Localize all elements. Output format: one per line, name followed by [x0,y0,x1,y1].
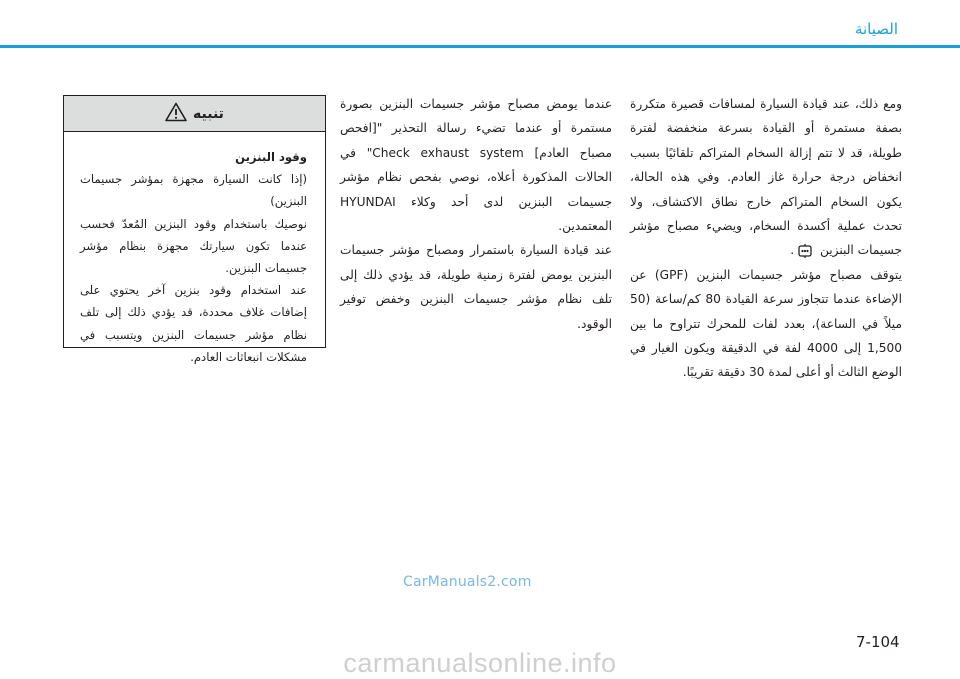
paragraph-tail: . [790,243,795,258]
body-paragraph: عندما يومض مصباح مؤشر جسيمات البنزين بصورة مستمرة أو عندما تضيء رسالة التحذير "[افحص مصباح العادم] Check exhaust system" في الحالات المذكورة أعلاه، نوصي بفحص نظام مؤشر جسيمات البنزين لدى أحد وكلاء HYUNDAI المعتمدين. [340,97,612,234]
warning-triangle-icon [165,102,187,126]
caution-body [64,132,325,378]
body-paragraph: يتوقف مصباح مؤشر جسيمات البنزين (GPF) عن الإضاءة عندما تتجاوز سرعة القيادة 80 كم/ساعة (50 ميلاً في الساعة)، بعدد لفات للمحرك تتراوح ما بين 1,500 إلى 4000 لفة في الدقيقة ويكون الغيار في الوضع الثالث أو أعلى لمدة 30 دقيقة تقريبًا. [630,267,903,380]
middle-text-column [340,92,612,336]
header-divider [0,45,960,48]
body-paragraph: عند قيادة السيارة باستمرار ومصباح مؤشر جسيمات البنزين يومض لفترة زمنية طويلة، قد يؤدي ذلك إلى تلف نظام مؤشر جسيمات البنزين وخفض توفير الوقود. [340,243,612,331]
gpf-indicator-icon [797,243,813,259]
caution-paragraph: (إذا كانت السيارة مجهزة بمؤشر جسيمات البنزين) [80,172,307,209]
section-header-title: الصيانة [854,20,898,38]
caution-box [63,95,326,364]
caution-title: تنبيه [193,105,224,122]
site-watermark: CarManuals2.com [403,574,532,590]
right-text-column [630,92,902,385]
footer-watermark: carmanualsonline.info [343,648,617,678]
body-paragraph [630,92,902,263]
page-number: 7-104 [856,633,900,651]
caution-paragraph: عند استخدام وقود بنزين آخر يحتوي على إضافات غلاف محددة، قد يؤدي ذلك إلى تلف نظام مؤشر جسيمات البنزين ويتسبب في مشكلات انبعاثات العادم. [80,283,307,364]
paragraph-text: ومع ذلك، عند قيادة السيارة لمسافات قصيرة متكررة بصفة مستمرة أو القيادة بسرعة منخفضة لفترة طويلة، قد لا تتم إزالة السخام المتراكم تلقائيًا بسبب انخفاض درجة حرارة غاز العادم. وفي هذه الحالة، يكون السخام المتراكم خارج نطاق الاكتشاف، ولا تحدث عملية أكسدة السخام، ويضيء مصباح مؤشر جسيمات البنزين [630,97,902,258]
caution-header [64,96,325,132]
caution-paragraph: نوصيك باستخدام وقود البنزين المُعدّ فحسب عندما تكون سيارتك مجهزة بنظام مؤشر جسيمات البنزين. [80,216,307,276]
caution-heading: وقود البنزين [235,150,307,164]
